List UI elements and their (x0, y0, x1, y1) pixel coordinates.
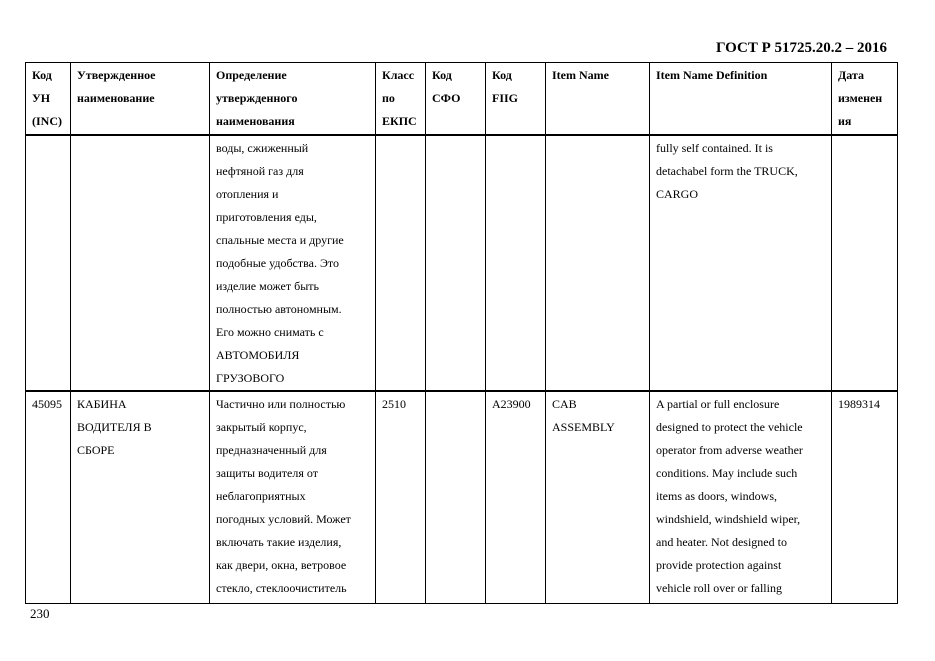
header-text-line: Определение (216, 68, 287, 82)
cell-text-line: защиты водителя от (216, 465, 318, 480)
cell-item-name (546, 135, 650, 391)
header-text-line: по (382, 91, 395, 105)
header-text-line: Код (432, 68, 452, 82)
header-ekps-class (376, 63, 426, 135)
header-text-line: Дата (838, 68, 864, 82)
cell-text-line: items as doors, windows, (656, 488, 777, 503)
cell-text-line: windshield, windshield wiper, (656, 511, 801, 526)
header-text-line: утвержденного (216, 91, 298, 105)
table-header-row (26, 63, 898, 135)
cell-text-line: нефтяной газ для (216, 163, 304, 178)
cell-text-line: Частично или полностью (216, 396, 346, 411)
header-text-line: СФО (432, 91, 461, 105)
header-item-name-definition (650, 63, 832, 135)
cell-text-line: приготовления еды, (216, 209, 317, 224)
cell-item-name-definition (650, 135, 832, 391)
cell-text-line: изделие может быть (216, 278, 319, 293)
cell-text-line: designed to protect the vehicle (656, 419, 803, 434)
cell-sfo-code (426, 135, 486, 391)
cell-text-line: предназначенный для (216, 442, 327, 457)
header-text-line: Код (32, 68, 52, 82)
header-text-line: ия (838, 114, 852, 128)
cell-approved-name (71, 391, 210, 604)
page-number: 230 (30, 606, 50, 621)
cell-text-line: provide protection against (656, 557, 782, 572)
cell-text-line: воды, сжиженный (216, 140, 309, 155)
header-text-line: FIIG (492, 91, 519, 105)
header-change-date (832, 63, 898, 135)
cell-text-line: отопления и (216, 186, 279, 201)
header-text-line: Утвержденное (77, 68, 156, 82)
cell-text-line: ГРУЗОВОГО (216, 370, 285, 385)
cell-text-line: conditions. May include such (656, 465, 798, 480)
header-fiig-code (486, 63, 546, 135)
header-item-name (546, 63, 650, 135)
cell-fiig-code (486, 391, 546, 604)
cell-text-line: detachabel form the TRUCK, (656, 163, 798, 178)
cell-inc-code (26, 391, 71, 604)
cell-text-line: 1989314 (838, 396, 880, 411)
cell-text-line: Его можно снимать с (216, 324, 324, 339)
cell-change-date (832, 135, 898, 391)
cell-text-line: подобные удобства. Это (216, 255, 339, 270)
cell-text-line: спальные места и другие (216, 232, 344, 247)
cell-text-line: полностью автономным. (216, 301, 342, 316)
header-sfo-code (426, 63, 486, 135)
header-text-line: наименования (216, 114, 295, 128)
cell-text-line: CARGO (656, 186, 699, 201)
cell-text-line: как двери, окна, ветровое (216, 557, 347, 572)
cell-approved-name (71, 135, 210, 391)
cell-fiig-code (486, 135, 546, 391)
header-inc-code (26, 63, 71, 135)
cell-ekps-class (376, 135, 426, 391)
cell-definition (210, 391, 376, 604)
cell-definition (210, 135, 376, 391)
cell-text-line: operator from adverse weather (656, 442, 803, 457)
item-name-table (25, 62, 898, 604)
header-text-line: (INC) (32, 114, 62, 128)
header-definition (210, 63, 376, 135)
cell-text-line: vehicle roll over or falling (656, 580, 782, 595)
cell-text-line: A23900 (492, 396, 531, 411)
cell-text-line: ASSEMBLY (552, 419, 615, 434)
table-row (26, 135, 898, 391)
cell-text-line: неблагоприятных (216, 488, 306, 503)
cell-ekps-class (376, 391, 426, 604)
cell-text-line: 2510 (382, 396, 406, 411)
cell-text-line: A partial or full enclosure (656, 396, 780, 411)
cell-text-line: закрытый корпус, (216, 419, 307, 434)
cell-text-line: АВТОМОБИЛЯ (216, 347, 300, 362)
document-standard-code: ГОСТ Р 51725.20.2 – 2016 (715, 40, 887, 56)
header-text-line: Класс (382, 68, 415, 82)
cell-text-line: погодных условий. Может (216, 511, 351, 526)
header-text-line: ЕКПС (382, 114, 417, 128)
cell-sfo-code (426, 391, 486, 604)
header-text-line: наименование (77, 91, 155, 105)
cell-text-line: fully self contained. It is (656, 140, 773, 155)
cell-text-line: 45095 (32, 396, 62, 411)
header-text-line: Код (492, 68, 512, 82)
cell-text-line: and heater. Not designed to (656, 534, 787, 549)
cell-text-line: CAB (552, 396, 577, 411)
cell-text-line: включать такие изделия, (216, 534, 342, 549)
cell-inc-code (26, 135, 71, 391)
header-text-line: Item Name Definition (656, 68, 768, 82)
table-row (26, 391, 898, 604)
cell-text-line: ВОДИТЕЛЯ В (77, 419, 152, 434)
cell-change-date (832, 391, 898, 604)
cell-text-line: стекло, стеклоочиститель (216, 580, 347, 595)
cell-text-line: КАБИНА (77, 396, 127, 411)
header-text-line: Item Name (552, 68, 609, 82)
cell-text-line: СБОРЕ (77, 442, 115, 457)
header-approved-name (71, 63, 210, 135)
cell-item-name-definition (650, 391, 832, 604)
cell-item-name (546, 391, 650, 604)
header-text-line: УН (32, 91, 51, 105)
header-text-line: изменен (838, 91, 883, 105)
